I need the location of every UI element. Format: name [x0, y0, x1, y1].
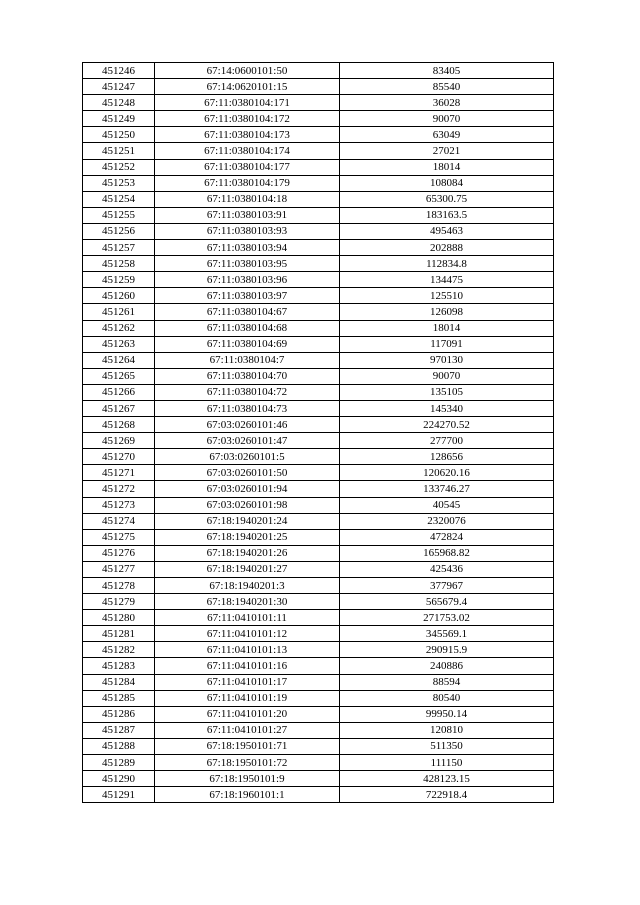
table-row: [83, 578, 554, 594]
cadastral-number-cell: 67:11:0380103:97: [155, 288, 340, 304]
row-number-cell: 451282: [83, 642, 155, 658]
cadastral-number-cell: 67:11:0380104:69: [155, 336, 340, 352]
cadastral-number-cell: 67:18:1960101:1: [155, 787, 340, 803]
table-row: [83, 240, 554, 256]
value-cell: 511350: [340, 738, 554, 754]
value-cell: 18014: [340, 320, 554, 336]
cadastral-number-cell: 67:18:1950101:72: [155, 755, 340, 771]
value-cell: 108084: [340, 175, 554, 191]
value-cell: 88594: [340, 674, 554, 690]
cadastral-number-cell: 67:11:0410101:17: [155, 674, 340, 690]
table-row: [83, 207, 554, 223]
cadastral-number-cell: 67:11:0380104:174: [155, 143, 340, 159]
table-row: [83, 658, 554, 674]
row-number-cell: 451274: [83, 513, 155, 529]
table-row: [83, 738, 554, 754]
table-row: [83, 288, 554, 304]
cadastral-number-cell: 67:03:0260101:98: [155, 497, 340, 513]
row-number-cell: 451251: [83, 143, 155, 159]
cadastral-number-cell: 67:11:0410101:20: [155, 706, 340, 722]
table-row: [83, 417, 554, 433]
row-number-cell: 451252: [83, 159, 155, 175]
table-row: [83, 594, 554, 610]
table-row: [83, 755, 554, 771]
row-number-cell: 451256: [83, 223, 155, 239]
table-row: [83, 706, 554, 722]
cadastral-number-cell: 67:11:0380104:172: [155, 111, 340, 127]
value-cell: 425436: [340, 561, 554, 577]
row-number-cell: 451246: [83, 63, 155, 79]
row-number-cell: 451267: [83, 400, 155, 416]
row-number-cell: 451249: [83, 111, 155, 127]
table-row: [83, 223, 554, 239]
value-cell: 290915.9: [340, 642, 554, 658]
table-row: [83, 320, 554, 336]
table-row: [83, 449, 554, 465]
cadastral-number-cell: 67:11:0410101:27: [155, 722, 340, 738]
table-row: [83, 336, 554, 352]
table-row: [83, 368, 554, 384]
row-number-cell: 451290: [83, 771, 155, 787]
table-row: [83, 545, 554, 561]
value-cell: 970130: [340, 352, 554, 368]
row-number-cell: 451257: [83, 240, 155, 256]
value-cell: 133746.27: [340, 481, 554, 497]
row-number-cell: 451277: [83, 561, 155, 577]
value-cell: 112834.8: [340, 256, 554, 272]
cadastral-number-cell: 67:18:1940201:30: [155, 594, 340, 610]
cadastral-number-cell: 67:18:1950101:9: [155, 771, 340, 787]
table-row: [83, 674, 554, 690]
cadastral-number-cell: 67:18:1940201:3: [155, 578, 340, 594]
row-number-cell: 451279: [83, 594, 155, 610]
row-number-cell: 451268: [83, 417, 155, 433]
cadastral-number-cell: 67:18:1940201:26: [155, 545, 340, 561]
row-number-cell: 451291: [83, 787, 155, 803]
cadastral-number-cell: 67:14:0600101:50: [155, 63, 340, 79]
row-number-cell: 451275: [83, 529, 155, 545]
table-row: [83, 272, 554, 288]
table-row: [83, 690, 554, 706]
table-row: [83, 433, 554, 449]
value-cell: 165968.82: [340, 545, 554, 561]
table-body: [83, 63, 554, 803]
value-cell: 27021: [340, 143, 554, 159]
cadastral-number-cell: 67:11:0380104:18: [155, 191, 340, 207]
row-number-cell: 451283: [83, 658, 155, 674]
table-row: [83, 400, 554, 416]
value-cell: 65300.75: [340, 191, 554, 207]
value-cell: 85540: [340, 79, 554, 95]
value-cell: 183163.5: [340, 207, 554, 223]
value-cell: 428123.15: [340, 771, 554, 787]
value-cell: 202888: [340, 240, 554, 256]
row-number-cell: 451253: [83, 175, 155, 191]
row-number-cell: 451247: [83, 79, 155, 95]
cadastral-number-cell: 67:18:1940201:27: [155, 561, 340, 577]
cadastral-number-cell: 67:11:0380103:91: [155, 207, 340, 223]
value-cell: 128656: [340, 449, 554, 465]
table-row: [83, 384, 554, 400]
table-row: [83, 127, 554, 143]
cadastral-number-cell: 67:11:0410101:19: [155, 690, 340, 706]
value-cell: 495463: [340, 223, 554, 239]
value-cell: 277700: [340, 433, 554, 449]
table-row: [83, 95, 554, 111]
row-number-cell: 451263: [83, 336, 155, 352]
table-row: [83, 497, 554, 513]
cadastral-number-cell: 67:11:0410101:12: [155, 626, 340, 642]
cadastral-number-cell: 67:11:0380103:93: [155, 223, 340, 239]
table-row: [83, 610, 554, 626]
cadastral-number-cell: 67:18:1950101:71: [155, 738, 340, 754]
cadastral-number-cell: 67:03:0260101:5: [155, 449, 340, 465]
cadastral-number-cell: 67:11:0380104:177: [155, 159, 340, 175]
row-number-cell: 451278: [83, 578, 155, 594]
cadastral-number-cell: 67:11:0380104:67: [155, 304, 340, 320]
cadastral-number-cell: 67:11:0380104:171: [155, 95, 340, 111]
value-cell: 36028: [340, 95, 554, 111]
row-number-cell: 451265: [83, 368, 155, 384]
cadastral-number-cell: 67:18:1940201:24: [155, 513, 340, 529]
table-row: [83, 63, 554, 79]
cadastral-number-cell: 67:11:0380103:96: [155, 272, 340, 288]
cadastral-number-cell: 67:11:0380104:68: [155, 320, 340, 336]
value-cell: 377967: [340, 578, 554, 594]
table-row: [83, 304, 554, 320]
value-cell: 117091: [340, 336, 554, 352]
table-row: [83, 465, 554, 481]
value-cell: 90070: [340, 368, 554, 384]
value-cell: 63049: [340, 127, 554, 143]
row-number-cell: 451285: [83, 690, 155, 706]
value-cell: 111150: [340, 755, 554, 771]
cadastral-number-cell: 67:11:0380104:73: [155, 400, 340, 416]
row-number-cell: 451255: [83, 207, 155, 223]
row-number-cell: 451261: [83, 304, 155, 320]
value-cell: 134475: [340, 272, 554, 288]
row-number-cell: 451248: [83, 95, 155, 111]
value-cell: 18014: [340, 159, 554, 175]
value-cell: 240886: [340, 658, 554, 674]
row-number-cell: 451272: [83, 481, 155, 497]
row-number-cell: 451289: [83, 755, 155, 771]
row-number-cell: 451270: [83, 449, 155, 465]
table-row: [83, 787, 554, 803]
data-table: [82, 62, 554, 803]
cadastral-number-cell: 67:18:1940201:25: [155, 529, 340, 545]
cadastral-number-cell: 67:11:0380104:72: [155, 384, 340, 400]
table-row: [83, 191, 554, 207]
row-number-cell: 451288: [83, 738, 155, 754]
cadastral-number-cell: 67:11:0380103:95: [155, 256, 340, 272]
value-cell: 90070: [340, 111, 554, 127]
value-cell: 271753.02: [340, 610, 554, 626]
cadastral-number-cell: 67:11:0380103:94: [155, 240, 340, 256]
value-cell: 125510: [340, 288, 554, 304]
row-number-cell: 451287: [83, 722, 155, 738]
row-number-cell: 451266: [83, 384, 155, 400]
cadastral-number-cell: 67:11:0410101:16: [155, 658, 340, 674]
table-row: [83, 175, 554, 191]
cadastral-number-cell: 67:03:0260101:50: [155, 465, 340, 481]
table-row: [83, 111, 554, 127]
value-cell: 99950.14: [340, 706, 554, 722]
cadastral-number-cell: 67:03:0260101:47: [155, 433, 340, 449]
table-row: [83, 143, 554, 159]
row-number-cell: 451258: [83, 256, 155, 272]
table-row: [83, 256, 554, 272]
row-number-cell: 451271: [83, 465, 155, 481]
value-cell: 145340: [340, 400, 554, 416]
value-cell: 126098: [340, 304, 554, 320]
row-number-cell: 451260: [83, 288, 155, 304]
table-row: [83, 513, 554, 529]
value-cell: 83405: [340, 63, 554, 79]
table-row: [83, 626, 554, 642]
cadastral-number-cell: 67:03:0260101:94: [155, 481, 340, 497]
table-row: [83, 79, 554, 95]
cadastral-number-cell: 67:11:0380104:70: [155, 368, 340, 384]
row-number-cell: 451286: [83, 706, 155, 722]
row-number-cell: 451259: [83, 272, 155, 288]
row-number-cell: 451281: [83, 626, 155, 642]
value-cell: 120810: [340, 722, 554, 738]
cadastral-number-cell: 67:11:0380104:173: [155, 127, 340, 143]
value-cell: 120620.16: [340, 465, 554, 481]
row-number-cell: 451284: [83, 674, 155, 690]
value-cell: 472824: [340, 529, 554, 545]
row-number-cell: 451250: [83, 127, 155, 143]
table-row: [83, 771, 554, 787]
row-number-cell: 451254: [83, 191, 155, 207]
row-number-cell: 451280: [83, 610, 155, 626]
value-cell: 565679.4: [340, 594, 554, 610]
row-number-cell: 451264: [83, 352, 155, 368]
row-number-cell: 451262: [83, 320, 155, 336]
value-cell: 345569.1: [340, 626, 554, 642]
cadastral-number-cell: 67:11:0380104:7: [155, 352, 340, 368]
cadastral-number-cell: 67:03:0260101:46: [155, 417, 340, 433]
cadastral-number-cell: 67:14:0620101:15: [155, 79, 340, 95]
cadastral-number-cell: 67:11:0410101:11: [155, 610, 340, 626]
row-number-cell: 451269: [83, 433, 155, 449]
value-cell: 2320076: [340, 513, 554, 529]
row-number-cell: 451273: [83, 497, 155, 513]
cadastral-number-cell: 67:11:0410101:13: [155, 642, 340, 658]
table-row: [83, 722, 554, 738]
cadastral-number-cell: 67:11:0380104:179: [155, 175, 340, 191]
value-cell: 224270.52: [340, 417, 554, 433]
table-row: [83, 481, 554, 497]
table-row: [83, 529, 554, 545]
table-row: [83, 159, 554, 175]
value-cell: 722918.4: [340, 787, 554, 803]
value-cell: 40545: [340, 497, 554, 513]
table-row: [83, 561, 554, 577]
value-cell: 135105: [340, 384, 554, 400]
value-cell: 80540: [340, 690, 554, 706]
table-row: [83, 642, 554, 658]
table-row: [83, 352, 554, 368]
row-number-cell: 451276: [83, 545, 155, 561]
